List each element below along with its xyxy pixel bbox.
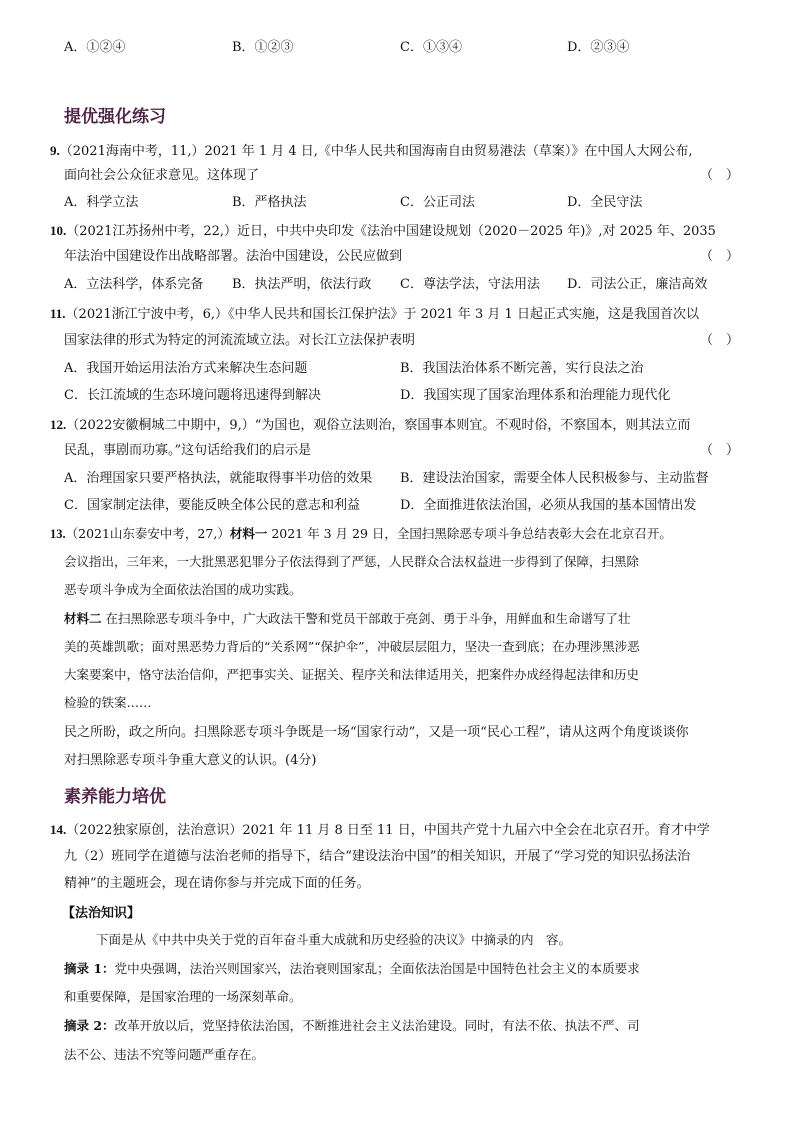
material-2-label: 材料二 [64, 611, 102, 626]
question-number: 13. [50, 527, 66, 541]
q12-option-d: D．全面推进依法治国，必须从我国的基本国情出发 [400, 498, 697, 513]
material-1-line3: 恶专项斗争成为全面依法治国的成功实践。 [64, 582, 302, 597]
question-11-line2: 国家法律的形式为特定的河流流域立法。对长江立法保护表明 [64, 333, 416, 348]
excerpt-2-line1 [64, 1017, 640, 1035]
question-12-line2: 民乱，事剧而功寡。”这句话给我们的启示是 [64, 443, 312, 458]
q11-option-b: B．我国法治体系不断完善，实行良法之治 [400, 361, 644, 376]
question-9-line1 [50, 142, 693, 161]
material-1-line2: 会议指出，三年来，一大批黑恶犯罪分子依法得到了严惩，人民群众合法权益进一步得到了保障，扫黑除 [64, 554, 640, 569]
q11-option-c: C．长江流域的生态环境问题将迅速得到解决 [64, 388, 321, 403]
question-text: （2021海南中考，11,）2021 年 1 月 4 日,《中华人民共和国海南自由贸易港法（草案）》在中国人大网公布, [59, 144, 693, 159]
excerpt-2-label: 摘录 2： [64, 1018, 115, 1033]
section-heading-ability: 素养能力培优 [64, 787, 166, 807]
question-9-line2: 面向社会公众征求意见。这体现了 [64, 168, 260, 183]
q12-option-c: C．国家制定法律，要能反映全体公民的意志和利益 [64, 498, 360, 513]
q11-option-a: A．我国开始运用法治方式来解决生态问题 [64, 361, 308, 376]
q9-option-a: A．科学立法 [64, 195, 139, 210]
material-1-label: 材料一 [229, 526, 268, 541]
q9-option-d: D．全民守法 [567, 195, 643, 210]
material-2-line4: 检验的铁案…… [64, 695, 152, 710]
question-number: 12. [50, 417, 67, 432]
excerpt-1-line1 [64, 960, 640, 978]
q8-option-a: A．①②④ [64, 40, 126, 55]
excerpt-intro: 下面是从《中共中央关于党的百年奋斗重大成就和历史经验的决议》中摘录的内 容。 [96, 932, 572, 947]
question-14-line3: 精神”的主题班会，现在请你参与并完成下面的任务。 [64, 876, 370, 891]
question-10-line2: 年法治中国建设作出战略部署。法治中国建设，公民应做到 [64, 249, 403, 264]
excerpt-1-line2: 和重要保障，是国家治理的一场深刻革命。 [64, 989, 302, 1004]
material-2-text: 在扫黑除恶专项斗争中，广大政法干警和党员干部敢于亮剑、勇于斗争，用鲜血和生命谱写了壮 [105, 611, 631, 626]
q8-option-b: B．①②③ [232, 40, 294, 55]
q9-option-b: B．严格执法 [232, 195, 307, 210]
material-1-text: 2021 年 3 月 29 日，全国扫黑除恶专项斗争总结表彰大会在北京召开。 [271, 526, 672, 541]
question-10-line1 [50, 222, 716, 241]
question-number: 9. [50, 143, 60, 158]
q10-option-c: C．尊法学法，守法用法 [400, 277, 540, 292]
question-14-line1 [50, 821, 710, 840]
answer-bracket: （ ） [700, 333, 740, 348]
excerpt-2-line2: 法不公、违法不究等问题严重存在。 [64, 1047, 265, 1062]
section-heading-practice: 提优强化练习 [64, 107, 166, 127]
question-text: （2022安徽桐城二中期中，9,）“为国也，观俗立法则治，察国事本则宜。不观时俗，不察国本，则其法立而 [66, 418, 691, 433]
excerpt-2-text: 改革开放以后，党坚持依法治国，不断推进社会主义法治建设。同时，有法不依、执法不严、司 [114, 1018, 640, 1033]
q12-option-a: A．治理国家只要严格执法，就能取得事半功倍的效果 [64, 471, 373, 486]
answer-bracket: （ ） [700, 443, 740, 458]
question-number: 10. [50, 223, 67, 238]
question-text: （2021江苏扬州中考，22,）近日，中共中央印发《法治中国建设规划（2020－2025 年)》,对 2025 年、2035 [66, 224, 716, 239]
q10-option-d: D．司法公正，廉洁高效 [567, 277, 708, 292]
question-number: 11. [50, 306, 66, 321]
question-text: （2021浙江宁波中考，6,）《中华人民共和国长江保护法》于 2021 年 3 月 1 日起正式实施，这是我国首次以 [65, 307, 699, 322]
question-text: （2022独家原创，法治意识）2021 年 11 月 8 日至 11 日，中国共产党十九届六中全会在北京召开。育才中学 [66, 823, 710, 838]
q10-option-b: B．执法严明，依法行政 [232, 277, 372, 292]
q12-option-b: B．建设法治国家，需要全体人民积极参与、主动监督 [400, 471, 709, 486]
excerpt-1-label: 摘录 1： [64, 961, 115, 976]
excerpt-1-text: 党中央强调，法治兴则国家兴，法治衰则国家乱；全面依法治国是中国特色社会主义的本质要求 [114, 961, 640, 976]
question-number: 14. [50, 822, 67, 837]
material-2-line2: 美的英雄凯歌；面对黑恶势力背后的“关系网”“保护伞”，冲破层层阻力，坚决一查到底；在办理涉黑涉恶 [64, 639, 640, 654]
question-13-prompt-line2: 对扫黑除恶专项斗争重大意义的认识。(4分) [64, 753, 317, 768]
question-13-prompt-line1: 民之所盼，政之所向。扫黑除恶专项斗争既是一场“国家行动”，又是一项“民心工程”，请从这两个角度谈谈你 [64, 725, 689, 740]
question-source: （2021山东泰安中考，27,） [65, 526, 230, 541]
task-heading-legal-knowledge: 【法治知识】 [62, 906, 141, 921]
material-2-line1 [64, 610, 631, 628]
q10-option-a: A．立法科学，体系完备 [64, 277, 204, 292]
q11-option-d: D．我国实现了国家治理体系和治理能力现代化 [400, 388, 671, 403]
q8-option-d: D．②③④ [567, 40, 630, 55]
question-11-line1 [50, 305, 699, 324]
question-13-line1 [50, 525, 672, 543]
answer-bracket: （ ） [700, 168, 740, 183]
q8-option-c: C．①③④ [400, 40, 462, 55]
material-2-line3: 大案要案中，恪守法治信仰，严把事实关、证据关、程序关和法律适用关，把案件办成经得起法律和历史 [64, 667, 640, 682]
question-14-line2: 九（2）班同学在道德与法治老师的指导下，结合“建设法治中国”的相关知识，开展了“学习党的知识弘扬法治 [64, 849, 691, 864]
question-12-line1 [50, 416, 690, 435]
answer-bracket: （ ） [700, 249, 740, 264]
q9-option-c: C．公正司法 [400, 195, 475, 210]
